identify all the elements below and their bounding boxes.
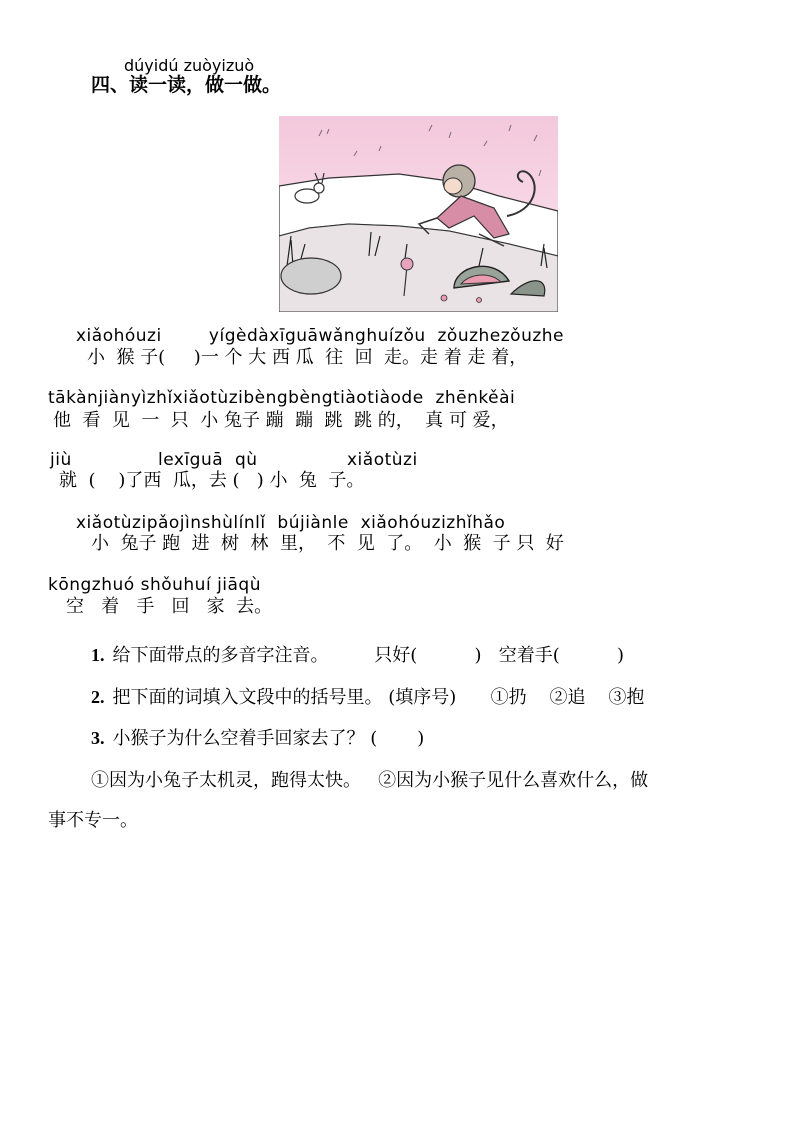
question-number: 3. [91,728,105,748]
line1-text: 小 猴 子( )一 个 大 西 瓜 往 回 走。走 着 走 着， [87,347,528,368]
section-pinyin: dúyidú zuòyizuò [124,56,255,75]
line3-pinyin-a: jiù [50,450,72,470]
line4-text: 小 兔子 跑 进 树 林 里， 不 见 了。 小 猴 子 只 好 [91,533,564,554]
section-title: 四、读一读，做一做。 [91,74,282,96]
question-text: 小猴子为什么空着手回家去了？ ( ) [112,728,425,749]
question-2 [91,683,644,709]
line1-pinyin: xiǎohóuzi yígèdàxīguāwǎnghuízǒu zǒuzhezǒuzhe [76,326,565,346]
options-line-1: ①因为小兔子太机灵，跑得太快。 ②因为小猴子见什么喜欢什么，做 [91,770,649,791]
question-number: 1. [91,645,105,665]
line3-text: 就 ( )了西 瓜，去 ( ) 小 兔 子。 [59,470,365,491]
line4-pinyin: xiǎotùzipǎojìnshùlínlǐ bújiànle xiǎohóuzizhǐhǎo [76,513,506,533]
line2-text: 他 看 见 一 只 小 兔子 蹦 蹦 跳 跳 的， 真 可 爱， [53,410,509,431]
line3-pinyin-c: xiǎotùzi [347,450,418,470]
question-number: 2. [91,687,105,707]
rock-icon [281,258,341,294]
question-3 [91,724,424,750]
question-text: 给下面带点的多音字注音。 只好( ) 空着手( ) [112,645,624,666]
story-illustration [279,116,558,312]
options-line-2: 事不专一。 [48,810,138,831]
line3-pinyin-b: lexīguā qù [158,450,258,470]
question-text: 把下面的词填入文段中的括号里。 (填序号) ①扔 ②追 ③抱 [112,687,645,708]
line2-pinyin: tākànjiànyìzhǐxiǎotùzibèngbèngtiàotiàode zhēnkěài [48,388,516,408]
line5-pinyin: kōngzhuó shǒuhuí jiāqù [48,575,261,595]
line5-text: 空 着 手 回 家 去。 [66,596,273,617]
question-1 [91,641,624,667]
